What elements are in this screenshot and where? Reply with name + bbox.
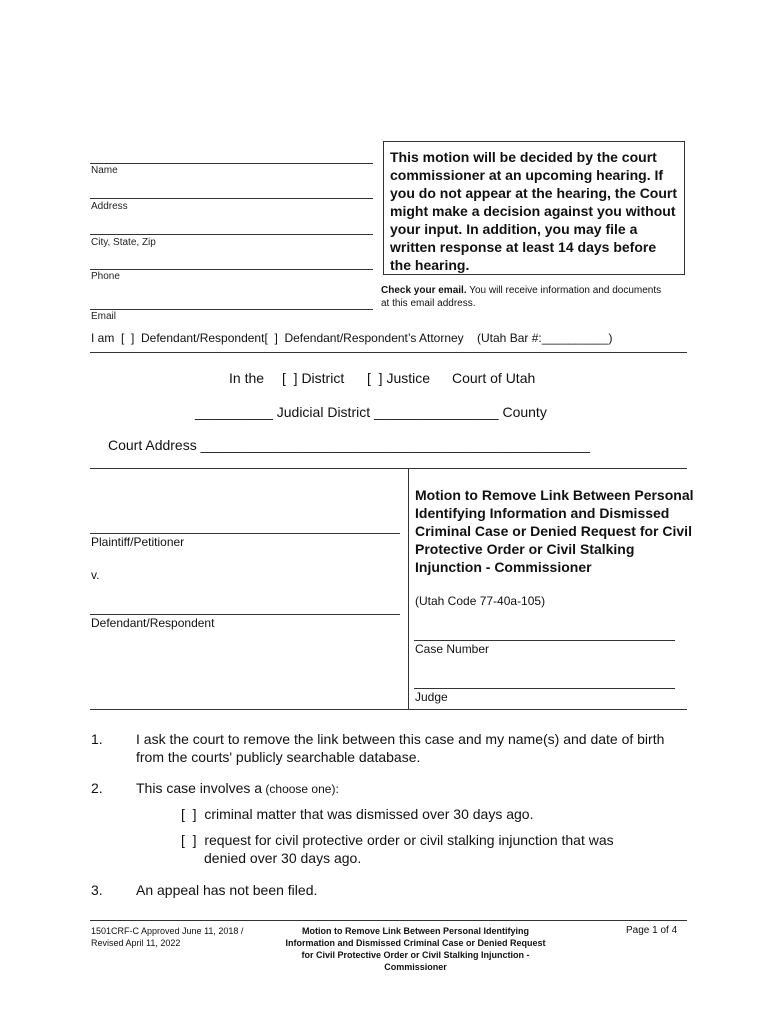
defendant-label: Defendant/Respondent [91,616,215,630]
city-state-zip-line[interactable] [90,234,373,235]
email-label: Email [91,311,117,322]
item-3-number: 3. [91,882,103,898]
name-line[interactable] [90,163,373,164]
utah-code: (Utah Code 77-40a-105) [415,594,546,608]
item-2-text [136,779,339,798]
plaintiff-label: Plaintiff/Petitioner [91,535,185,549]
caption-divider [408,468,409,709]
footer-form-id: 1501CRF-C Approved June 11, 2018 / Revised April 11, 2022 [91,926,244,948]
hearing-notice-box [383,141,685,275]
hearing-notice-text: This motion will be decided by the court commissioner at an upcoming hearing. If you do not appear at the hearing, the Court might make a decision against you without your input. In addition, you may file a written response at least 14 days before the hearing. [390,149,678,273]
role-line[interactable]: I am [ ] Defendant/Respondent[ ] Defendant/Respondent’s Attorney (Utah Bar #:__________) [91,331,613,345]
in-the-text: In the [229,370,265,386]
item-2-lead: This case involves a [136,780,263,796]
caption-top-border [90,468,687,469]
email-note [381,284,671,310]
court-of-utah-text: Court of Utah [452,370,536,386]
court-address-line[interactable]: Court Address __________________________________________________ [108,437,590,453]
email-note-text: You will receive information and documents at this email address. [381,285,662,309]
caption-bottom-border [90,709,687,710]
footer-page-number: Page 1 of 4 [626,925,678,936]
judge-label: Judge [415,690,448,704]
item-3-text: An appeal has not been filed. [136,882,318,898]
item-1-number: 1. [91,731,103,747]
footer-divider [90,920,687,921]
judge-line[interactable] [414,688,675,689]
district-checkbox[interactable]: [ ] District [282,370,345,386]
role-divider [90,352,687,353]
address-line[interactable] [90,198,373,199]
defendant-line[interactable] [90,614,400,615]
phone-line[interactable] [90,269,373,270]
email-note-bold: Check your email. [381,285,467,296]
plaintiff-line[interactable] [90,533,400,534]
option-denied-continued: denied over 30 days ago. [204,850,362,866]
option-denied-checkbox[interactable]: [ ] request for civil protective order or civil stalking injunction that was [181,832,614,848]
option-dismissed-checkbox[interactable]: [ ] criminal matter that was dismissed over 30 days ago. [181,806,534,822]
email-line[interactable] [90,309,373,310]
item-1-text: I ask the court to remove the link between this case and my name(s) and date of birth from the courts' publicly searchable database. [136,731,665,765]
city-state-zip-label: City, State, Zip [91,237,156,248]
item-2-choose: (choose one): [262,782,339,796]
phone-label: Phone [91,271,120,282]
judicial-district-line[interactable]: __________ Judicial District ________________ County [195,404,547,420]
item-2-number: 2. [91,780,103,796]
footer-title: Motion to Remove Link Between Personal Identifying Information and Dismissed Criminal Case or Denied Request for Civil Protective Order or Civil Stalking Injunction - Commissioner [285,926,546,972]
case-number-label: Case Number [415,642,490,656]
name-label: Name [91,165,118,176]
versus-text: v. [91,568,100,582]
justice-checkbox[interactable]: [ ] Justice [367,370,431,386]
motion-title: Motion to Remove Link Between Personal Identifying Information and Dismissed Criminal Case or Denied Request for Civil Protective Order or Civil Stalking Injunction - Commissioner [415,487,694,575]
case-number-line[interactable] [414,640,675,641]
address-label: Address [91,201,128,212]
